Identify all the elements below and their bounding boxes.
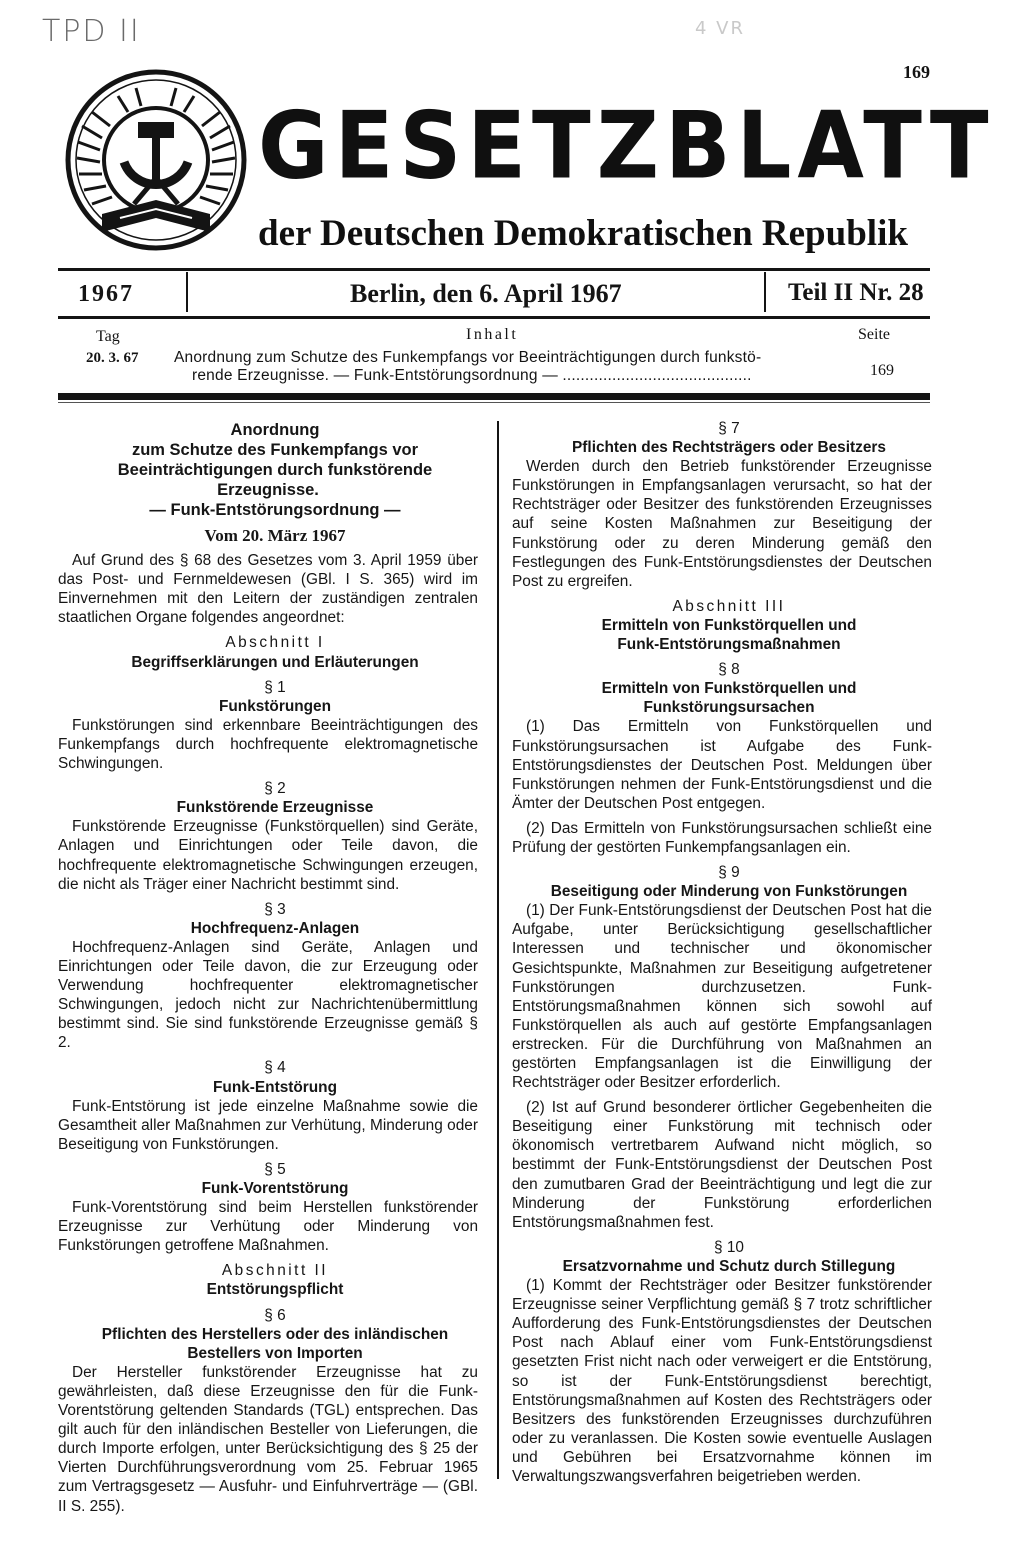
paragraph-number: § 9: [718, 864, 740, 882]
paragraph-number: § 7: [718, 420, 740, 437]
paragraph-text: (1) Kommt der Rechtsträger oder Besitzer funkstörender Erzeugnisse seiner Verpflichtung gemäß § 7 trotz schriftlicher Aufforderung des Funk-Entstörungsdienstes der Deutschen Post nach Ablauf einer vom Funk-Entstörungsdienst gesetzten Frist nicht nach oder verweigert er die Entstörung, so ist der Funk-Entstörungsdienst berechtigt, Entstörungsmaßnahmen auf Kosten des Rechtsträgers oder Besitzers des funkstörenden Erzeugnisses durchzuführen oder zu veranlassen. Die Kosten sowie eventuelle Auslagen und Gebühren bei Ersatzvornahme können im Verwaltungszwangsverfahren beigetrieben werden.: [512, 1277, 932, 1485]
paragraph-title: Funkstörungen: [218, 697, 331, 715]
section-title: Entstörungspflicht: [206, 1281, 344, 1299]
section-heavy-rule: [58, 393, 930, 400]
paragraph-title: Funk-Entstörung: [213, 1078, 337, 1096]
masthead-title: GESETZBLATT: [258, 92, 995, 200]
paragraph-title: Funkstörende Erzeugnisse: [176, 799, 374, 817]
paragraph-title: Beseitigung oder Minderung von Funkstörungen: [550, 883, 908, 901]
page-number: 169: [903, 62, 930, 82]
paragraph-text: (1) Der Funk-Entstörungsdienst der Deutschen Post hat die Aufgabe, unter Berücksichtigung gesellschaftlicher Interessen und technischer und ökonomischer Gesichtspunkte, Maßnahmen zur Beseitigung aufgetretener Funkstörungen durchzusetzen. Funk-Entstörungsmaßnahmen können sich sowohl auf Funkstörquellen als auch auf gestörte Empfangsanlagen erstrecken. Für die Durchführung von Maßnahmen an gestörten Empfangsanlagen ist die Einwilligung der Rechtsträger oder Besitzer erforderlich.: [512, 902, 932, 1092]
toc-entry-line: Anordnung zum Schutze des Funkempfangs vor Beeinträchtigungen durch funkstö-: [174, 349, 762, 366]
toc-entry-page: 169: [870, 362, 894, 379]
header-bottom-rule: [58, 316, 930, 319]
section-heading: Abschnitt III: [672, 597, 786, 615]
toc-page-header: Seite: [858, 326, 890, 343]
paragraph-text: Funkstörungen sind erkennbare Beeinträchtigungen des Funkempfangs durch hochfrequente elektromagnetische Schwingungen.: [58, 716, 478, 773]
paragraph-title: Hochfrequenz-Anlagen: [190, 919, 360, 937]
toc-title-header: Inhalt: [466, 326, 519, 343]
paragraph-title: Ersatzvornahme und Schutz durch Stillegung: [562, 1257, 896, 1275]
paragraph-text: Funkstörende Erzeugnisse (Funkstörquellen) sind Geräte, Anlagen und Einrichtungen oder Teile davon, die hochfrequente elektromagnetische Schwingungen erzeugen, die nicht als Träger einer Nachricht bestimmt sind.: [58, 818, 478, 893]
paragraph-number: § 6: [264, 1306, 286, 1324]
header-divider: [186, 272, 188, 312]
paragraph-number: § 10: [714, 1238, 744, 1256]
header-top-rule: [58, 268, 930, 271]
section-heading: Abschnitt II: [221, 1262, 329, 1280]
decree-title: Beeinträchtigungen durch funkstörende Erzeugnisse.: [117, 461, 433, 499]
faint-marginal-note: 4 VR: [695, 18, 745, 39]
paragraph-text: (2) Ist auf Grund besonderer örtlicher Gegebenheiten die Beseitigung einer Funkstörung mit technisch oder ökonomisch vertretbarem Aufwand nicht möglich, so bestimmt der Funk-Entstörungsdienst der Deutschen Post den zumutbaren Grad der Beeinträchtigung und legt die zur Minderung der Funkstörung erforderlichen Entstörungsmaßnahmen fest.: [512, 1099, 932, 1231]
paragraph-text: Werden durch den Betrieb funkstörender Erzeugnisse Funkstörungen in Empfangsanlagen verursacht, so hat der Rechtsträger oder Besitzer des funkstörenden Erzeugnisses auf seine Kosten Maßnahmen zur Beseitigung der Funkstörung oder zu deren Minderung gemäß den Festlegungen des Funk-Entstörungsdienstes der Deutschen Post zu ergreifen.: [512, 458, 932, 590]
paragraph-title: Funkstörungsursachen: [643, 699, 815, 717]
issue-year: 1967: [78, 281, 134, 307]
paragraph-number: § 1: [264, 678, 286, 696]
paragraph-text: Funk-Entstörung ist jede einzelne Maßnahme sowie die Gesamtheit aller Maßnahmen zur Verhütung, Minderung oder Beseitigung von Funkstörungen.: [58, 1097, 478, 1153]
toc-entry-date: 20. 3. 67: [86, 350, 139, 366]
paragraph-title: Ermitteln von Funkstörquellen und: [601, 680, 857, 698]
left-column: [58, 420, 478, 1516]
paragraph-number: § 4: [264, 1059, 286, 1077]
state-emblem-icon: [62, 66, 250, 254]
decree-title: zum Schutze des Funkempfangs vor: [131, 441, 419, 459]
paragraph-text: (2) Das Ermitteln von Funkstörungsursachen schließt eine Prüfung der gestörten Funkempfangsanlagen ein.: [512, 819, 932, 856]
paragraph-number: § 8: [718, 661, 740, 679]
paragraph-title: Funk-Vorentstörung: [201, 1180, 349, 1197]
section-heading: Abschnitt I: [225, 634, 325, 652]
masthead-subtitle: der Deutschen Demokratischen Republik: [258, 213, 908, 254]
paragraph-text: Funk-Vorentstörung sind beim Herstellen funkstörender Erzeugnisse zur Verhütung oder Minderung von Funkstörungen getroffene Maßnahmen.: [58, 1199, 478, 1255]
paragraph-number: § 3: [264, 900, 286, 918]
section-title: Begriffserklärungen und Erläuterungen: [131, 653, 419, 671]
section-title: Funk-Entstörungsmaßnahmen: [617, 636, 841, 654]
toc-entry-line: rende Erzeugnisse. — Funk-Entstörungsordnung — ..........................................: [192, 367, 752, 384]
decree-date: Vom 20. März 1967: [204, 526, 346, 545]
issue-part-number: Teil II Nr. 28: [788, 279, 924, 306]
section-title: Ermitteln von Funkstörquellen und: [601, 616, 857, 634]
paragraph-text: Der Hersteller funkstörender Erzeugnisse hat zu gewährleisten, daß diese Erzeugnisse den für die Funk-Vorentstörung geltenden Standards (TGL) entsprechen. Das gilt auch für den inländischen Besteller von Lieferungen, die durch Importe erfolgen, unter Berücksichtigung des § 25 der Vierten Durchführungsverordnung vom 25. Februar 1965 zum Vertragsgesetz — Ausfuhr- und Einfuhrverträge — (GBl. II S. 255).: [58, 1363, 478, 1515]
paragraph-title: Bestellers von Importen: [187, 1344, 363, 1362]
paragraph-number: § 2: [264, 780, 286, 798]
paragraph-title: Pflichten des Herstellers oder des inländischen: [101, 1325, 449, 1343]
section-thin-rule: [58, 402, 930, 403]
paragraph-text: Hochfrequenz-Anlagen sind Geräte, Anlagen und Einrichtungen oder Teile davon, die zur Erzeugung oder Verwendung hochfrequenter elektromagnetischer Schwingungen, jedoch nicht zur Nachrichtenübermittlung bestimmt sind. Sie sind funkstörende Erzeugnisse gemäß § 2.: [58, 938, 478, 1052]
paragraph-text: (1) Das Ermitteln von Funkstörquellen und Funkstörungsursachen ist Aufgabe des Funk-Entstörungsdienstes der Deutschen Post. Meldungen über Funkstörungen nehmen der Funk-Entstörungsdienst und die Ämter der Deutschen Post entgegen.: [512, 718, 932, 812]
paragraph-number: § 5: [264, 1160, 286, 1178]
preamble-paragraph: Auf Grund des § 68 des Gesetzes vom 3. April 1959 über das Post- und Fernmeldewesen (GBl. I S. 365) wird im Einvernehmen mit den Leitern der zuständigen zentralen staatlichen Organe folgendes angeordnet:: [58, 552, 478, 627]
handwritten-marginal-note: TPD II: [42, 14, 141, 49]
toc-day-header: Tag: [96, 328, 120, 345]
right-column: [512, 419, 932, 1486]
header-divider: [764, 272, 766, 312]
paragraph-title: Pflichten des Rechtsträgers oder Besitzers: [572, 439, 886, 457]
decree-title: Anordnung: [230, 421, 320, 439]
decree-title: — Funk-Entstörungsordnung —: [149, 501, 401, 519]
issue-place-date: Berlin, den 6. April 1967: [350, 279, 622, 308]
column-divider: [497, 421, 499, 1479]
